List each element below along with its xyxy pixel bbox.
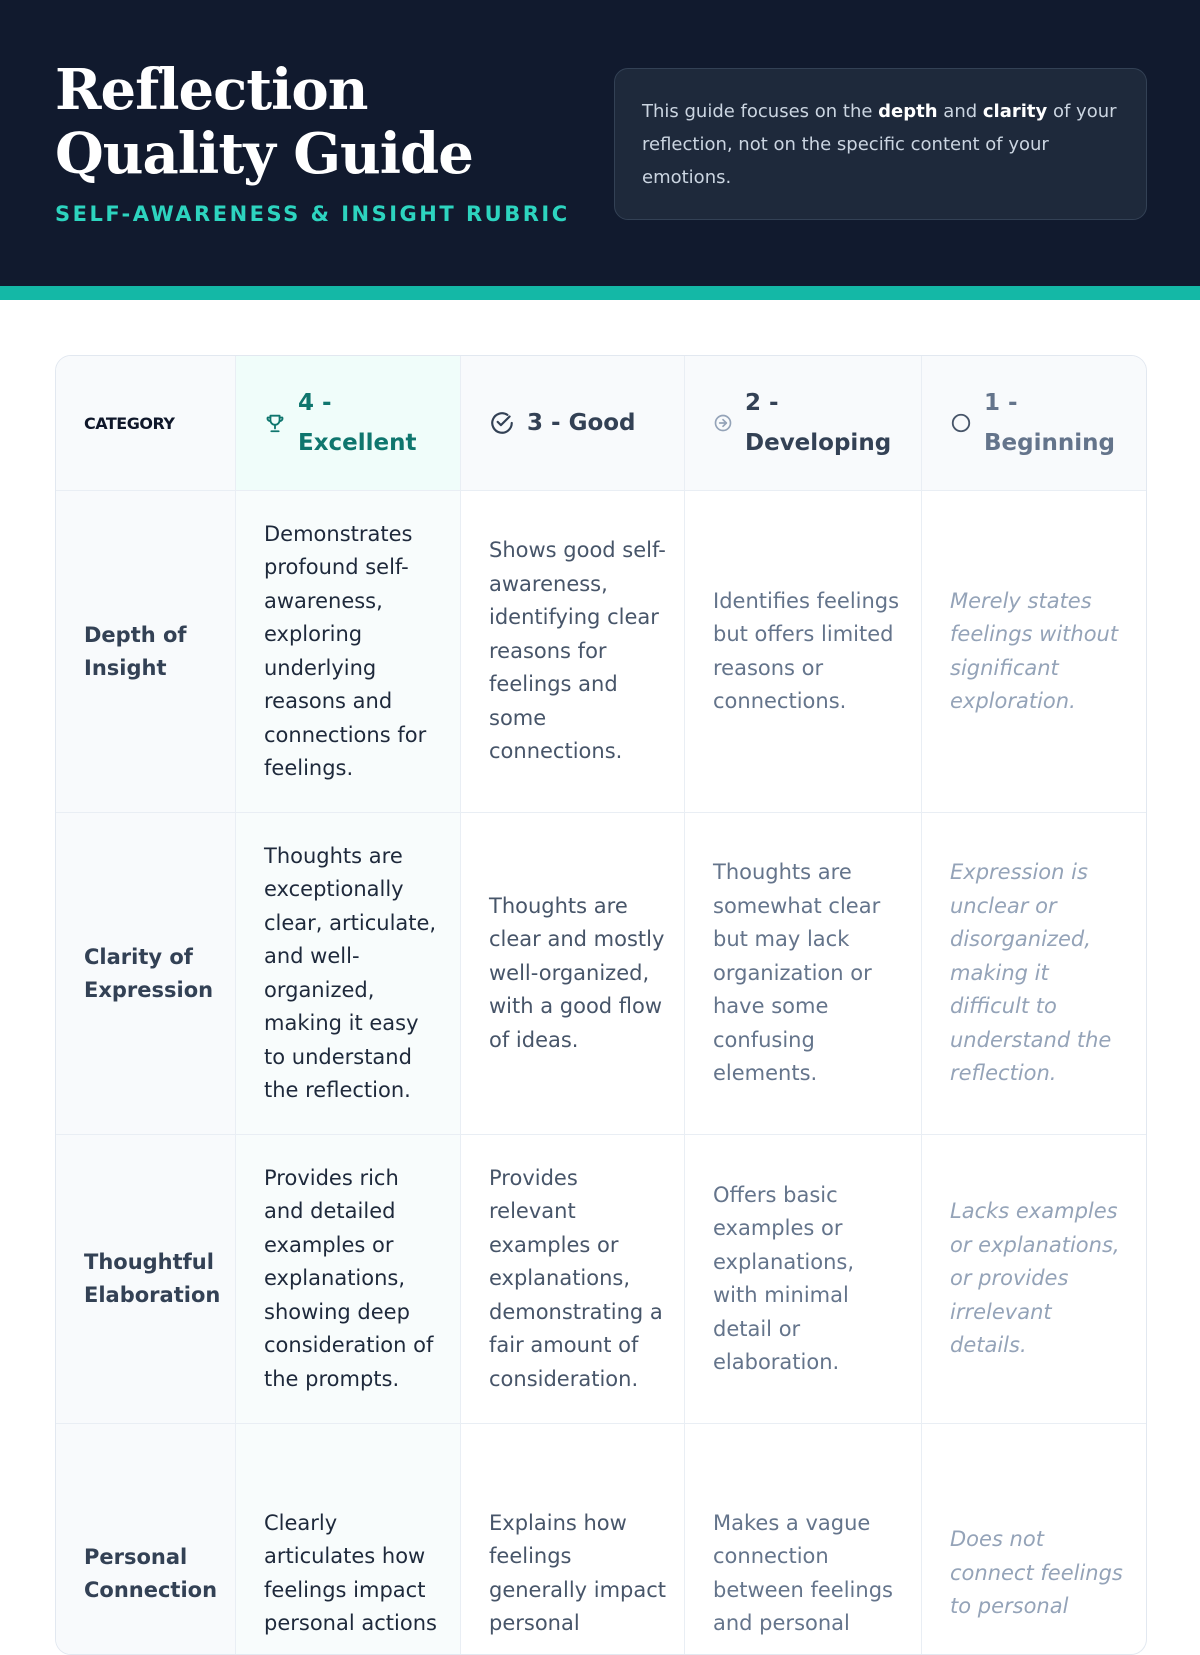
cell-beginning — [922, 491, 1147, 812]
level-label-beginning: 1 - Beginning — [984, 390, 1115, 456]
description-beginning: Expression is unclear or disorganized, making it difficult to understand the reflection. — [950, 860, 1112, 1086]
page-title: Reflection Quality Guide — [55, 57, 473, 187]
note-text: and — [937, 101, 983, 122]
category-cell — [56, 491, 236, 812]
note-bold-depth: depth — [878, 101, 938, 122]
cell-excellent — [236, 491, 461, 812]
note-text: This guide focuses on the — [642, 101, 879, 122]
category-name: Personal Connection — [84, 1544, 218, 1602]
category-header-label: CATEGORY — [84, 414, 175, 433]
note-bold-clarity: clarity — [982, 101, 1048, 122]
description-beginning: Does not connect feelings to personal — [950, 1527, 1123, 1619]
level-label-excellent: 4 - Excellent — [298, 390, 417, 456]
table-row — [56, 813, 1147, 1135]
empty-circle-icon — [950, 412, 972, 434]
cell-beginning — [922, 1424, 1147, 1655]
cell-good — [461, 813, 685, 1134]
trophy-icon — [264, 412, 286, 434]
category-name: Depth of Insight — [84, 622, 187, 680]
note-text: of your reflection, not on the specific content of your emotions. — [642, 101, 1117, 188]
description-excellent: Clearly articulates how feelings impact personal actions — [264, 1510, 437, 1635]
header-cell-excellent — [236, 356, 461, 490]
description-good: Thoughts are clear and mostly well-organized, with a good flow of ideas. — [489, 893, 665, 1052]
description-beginning: Lacks examples or explanations, or provides irrelevant details. — [950, 1199, 1120, 1358]
level-label-developing: 2 - Developing — [745, 390, 892, 456]
header-cell-good — [461, 356, 685, 490]
description-developing: Offers basic examples or explanations, with minimal detail or elaboration. — [713, 1182, 855, 1374]
description-developing: Thoughts are somewhat clear but may lack organization or have some confusing elements. — [713, 860, 881, 1086]
cell-developing — [685, 491, 922, 812]
rubric-table — [55, 355, 1147, 1655]
table-row — [56, 1135, 1147, 1424]
header-cell-beginning — [922, 356, 1147, 490]
cell-good — [461, 491, 685, 812]
category-name: Clarity of Expression — [84, 944, 214, 1002]
cell-developing — [685, 1135, 922, 1423]
cell-excellent — [236, 1135, 461, 1423]
header-accent-bar — [0, 286, 1200, 300]
description-good: Provides relevant examples or explanations, demonstrating a fair amount of consideration. — [489, 1165, 663, 1391]
cell-developing — [685, 1424, 922, 1655]
page-subtitle: SELF-AWARENESS & INSIGHT RUBRIC — [55, 202, 570, 226]
description-excellent: Demonstrates profound self-awareness, exploring underlying reasons and connections for feelings. — [264, 521, 427, 780]
info-note — [614, 68, 1147, 220]
cell-good — [461, 1424, 685, 1655]
cell-beginning — [922, 813, 1147, 1134]
description-good: Explains how feelings generally impact personal — [489, 1510, 667, 1635]
description-developing: Identifies feelings but offers limited reasons or connections. — [713, 588, 900, 713]
description-developing: Makes a vague connection between feelings and personal — [713, 1510, 893, 1635]
description-excellent: Thoughts are exceptionally clear, articulate, and well-organized, making it easy to understand the reflection. — [264, 843, 437, 1102]
table-row — [56, 491, 1147, 813]
description-beginning: Merely states feelings without significant exploration. — [950, 588, 1119, 713]
level-label-good: 3 - Good — [527, 410, 636, 436]
category-cell — [56, 1135, 236, 1423]
cell-good — [461, 1135, 685, 1423]
page-header — [0, 0, 1200, 286]
category-cell — [56, 813, 236, 1134]
check-circle-icon — [489, 410, 515, 436]
description-excellent: Provides rich and detailed examples or explanations, showing deep consideration of the prompts. — [264, 1165, 434, 1391]
cell-developing — [685, 813, 922, 1134]
category-cell — [56, 1424, 236, 1655]
cell-excellent — [236, 813, 461, 1134]
cell-excellent — [236, 1424, 461, 1655]
description-good: Shows good self-awareness, identifying clear reasons for feelings and some connections. — [489, 538, 666, 764]
cell-beginning — [922, 1135, 1147, 1423]
header-cell-category — [56, 356, 236, 490]
table-header-row — [56, 356, 1147, 491]
header-cell-developing — [685, 356, 922, 490]
table-row — [56, 1424, 1147, 1655]
category-name: Thoughtful Elaboration — [84, 1250, 221, 1307]
arrow-circle-icon — [713, 413, 733, 433]
